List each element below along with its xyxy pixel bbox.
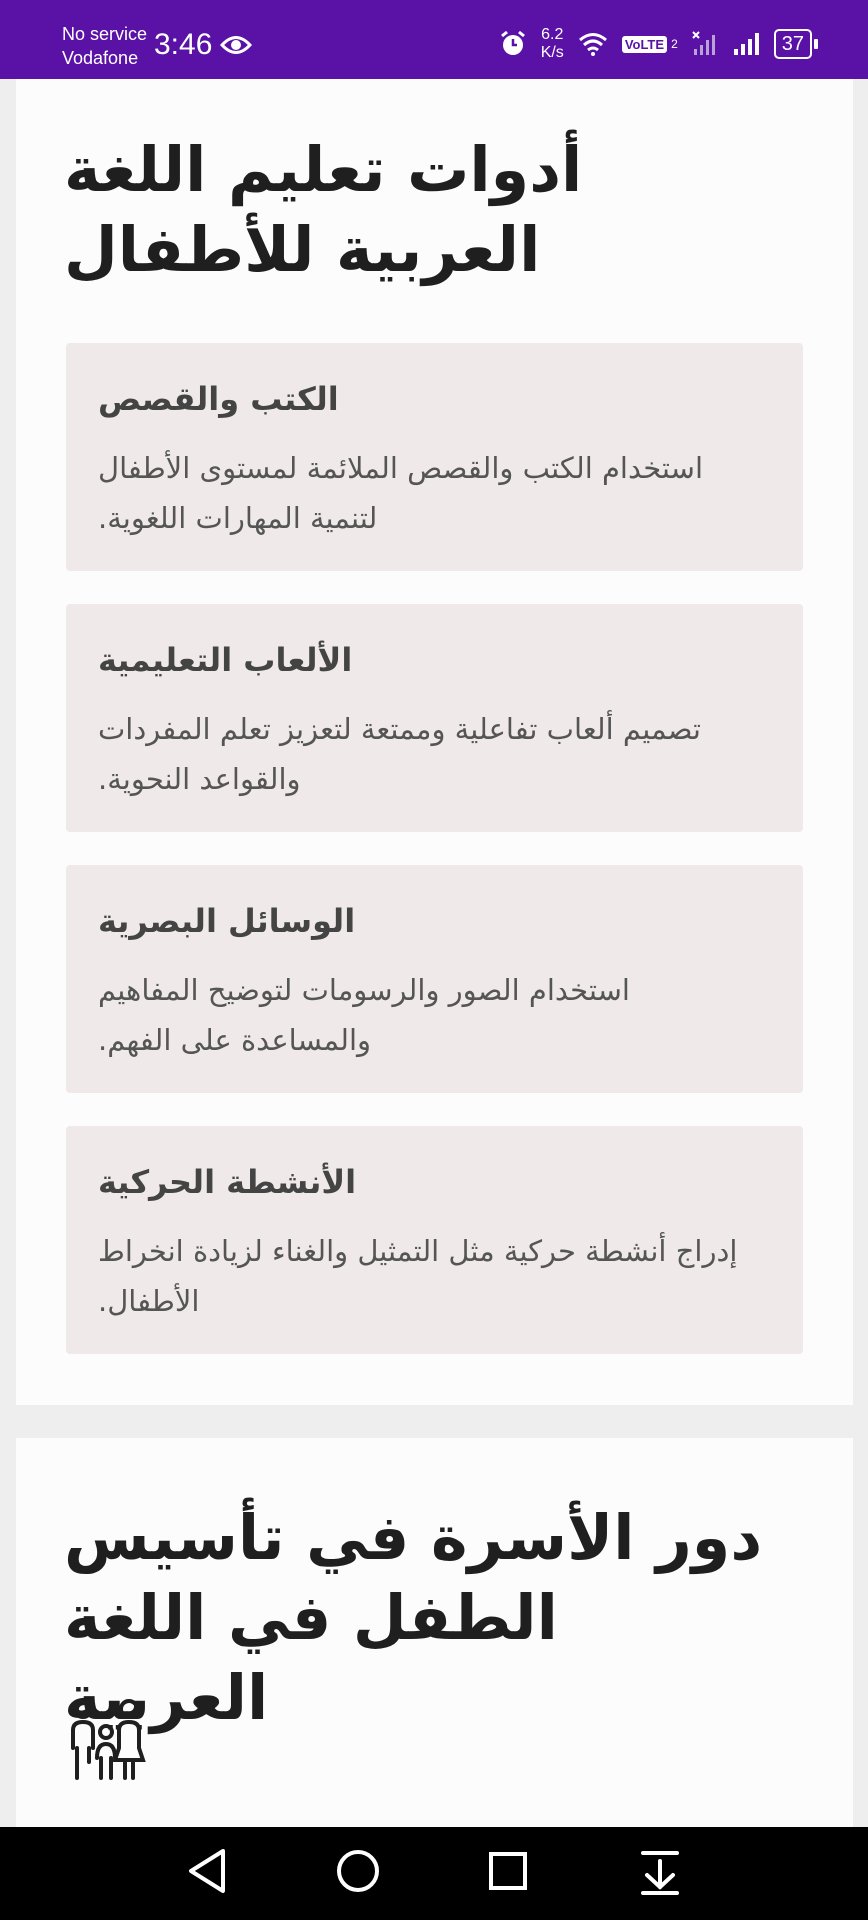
- tools-section-title: أدوات تعليم اللغة العربية للأطفال: [64, 133, 583, 286]
- home-icon[interactable]: [334, 1847, 382, 1895]
- sim-index: 2: [671, 37, 678, 51]
- family-section-title: دور الأسرة في تأسيس الطفل في اللغة العربية: [64, 1501, 763, 1734]
- volte-badge: VoLTE: [622, 36, 667, 53]
- battery-level: 37: [774, 29, 812, 59]
- wifi-icon: [578, 32, 608, 56]
- tool-card-title: الأنشطة الحركية: [98, 1163, 357, 1201]
- tool-card: [66, 343, 803, 571]
- status-indicators: [499, 24, 818, 64]
- tool-card: [66, 604, 803, 832]
- speed-unit: K/s: [540, 44, 564, 61]
- carrier-info: [62, 22, 147, 70]
- family-section-card: [16, 1438, 853, 1838]
- alarm-icon: [499, 30, 527, 58]
- tool-card-description: استخدام الصور والرسومات لتوضيح المفاهيم والمساعدة على الفهم.: [98, 973, 630, 1057]
- recents-icon[interactable]: [487, 1847, 529, 1895]
- carrier-line-1: No service: [62, 24, 148, 44]
- tools-section-card: [16, 79, 853, 1405]
- tool-card: [66, 865, 803, 1093]
- clock: 3:46: [154, 28, 213, 61]
- tool-card: [66, 1126, 803, 1354]
- tool-card-description: إدراج أنشطة حركية مثل التمثيل والغناء لزيادة انخراط الأطفال.: [98, 1234, 738, 1318]
- carrier-line-2: Vodafone: [62, 48, 139, 68]
- status-bar: [0, 0, 868, 79]
- speed-value: 6.2: [541, 26, 564, 43]
- navigation-bar: [0, 1827, 868, 1920]
- tool-card-description: تصميم ألعاب تفاعلية وممتعة لتعزيز تعلم المفردات والقواعد النحوية.: [98, 712, 701, 796]
- download-icon[interactable]: [639, 1847, 681, 1895]
- tool-card-title: الألعاب التعليمية: [98, 641, 353, 679]
- battery-icon: [774, 29, 818, 59]
- signal-icon: [732, 31, 760, 57]
- family-icon: [66, 1698, 148, 1784]
- tool-card-title: الكتب والقصص: [98, 380, 339, 418]
- no-signal-icon: [692, 31, 718, 57]
- tool-card-title: الوسائل البصرية: [98, 902, 356, 940]
- network-speed: [541, 26, 564, 62]
- eye-icon: [220, 34, 252, 56]
- tool-card-description: استخدام الكتب والقصص الملائمة لمستوى الأطفال لتنمية المهارات اللغوية.: [98, 451, 704, 535]
- back-icon[interactable]: [185, 1847, 229, 1895]
